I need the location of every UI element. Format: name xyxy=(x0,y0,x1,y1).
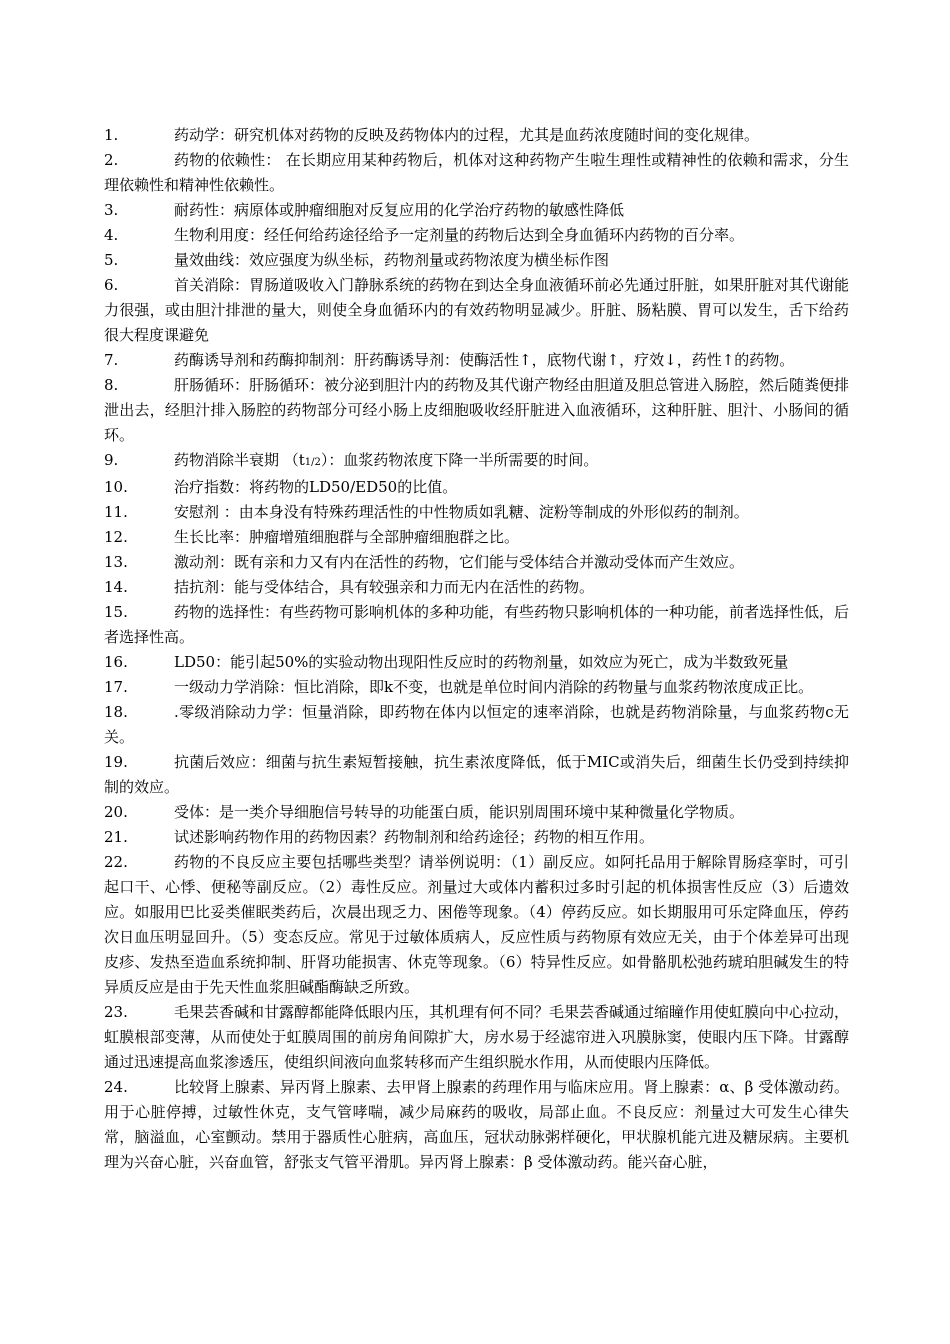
item-text: 量效曲线：效应强度为纵坐标，药物剂量或药物浓度为横坐标作图 xyxy=(174,251,610,269)
document-body xyxy=(104,123,849,1175)
list-item xyxy=(104,273,849,348)
list-item xyxy=(104,800,849,825)
item-text: 首关消除：胃肠道吸收入门静脉系统的药物在到达全身血液循环前必先通过肝脏，如果肝脏对其代谢能力很强，或由胆汁排泄的量大，则使全身血循环内的有效药物明显减少。肝脏、肠粘膜、胃可以发生，舌下给药很大程度课避免 xyxy=(104,276,850,344)
list-item xyxy=(104,448,849,475)
item-text: 受体：是一类介导细胞信号转导的功能蛋白质，能识别周围环境中某种微量化学物质。 xyxy=(174,803,745,821)
list-item xyxy=(104,750,849,800)
list-item xyxy=(104,475,849,500)
item-text: 药物的选择性：有些药物可影响机体的多种功能，有些药物只影响机体的一种功能，前者选择性低，后者选择性高。 xyxy=(104,603,850,646)
item-text: 毛果芸香碱和甘露醇都能降低眼内压，其机理有何不同？毛果芸香碱通过缩瞳作用使虹膜向中心拉动，虹膜根部变薄，从而使处于虹膜周围的前房角间隙扩大，房水易于经滤帘进入巩膜脉窦，使眼内压下降。甘露醇通过迅速提高血浆渗透压，使组织间液向血浆转移而产生组织脱水作用，从而使眼内压降低。 xyxy=(104,1003,850,1071)
list-item xyxy=(104,675,849,700)
item-text: 抗菌后效应：细菌与抗生素短暂接触，抗生素浓度降低，低于MIC或消失后，细菌生长仍受到持续抑制的效应。 xyxy=(104,753,849,796)
list-item xyxy=(104,123,849,148)
item-text: 药酶诱导剂和药酶抑制剂：肝药酶诱导剂：使酶活性↑，底物代谢↑，疗效↓，药性↑的药物。 xyxy=(174,351,795,369)
list-item xyxy=(104,825,849,850)
item-number: 9. xyxy=(104,451,119,469)
item-text: .零级消除动力学：恒量消除，即药物在体内以恒定的速率消除，也就是药物消除量，与血浆药物c无关。 xyxy=(104,703,849,746)
item-number: 15. xyxy=(104,603,128,621)
list-item xyxy=(104,148,849,198)
list-item xyxy=(104,223,849,248)
item-number: 17. xyxy=(104,678,128,696)
list-item xyxy=(104,1075,849,1175)
item-number: 2. xyxy=(104,151,119,169)
item-number: 7. xyxy=(104,351,119,369)
item-text: LD50：能引起50%的实验动物出现阳性反应时的药物剂量，如效应为死亡，成为半数致死量 xyxy=(174,653,789,671)
item-number: 4. xyxy=(104,226,119,244)
item-text: 耐药性：病原体或肿瘤细胞对反复应用的化学治疗药物的敏感性降低 xyxy=(174,201,625,219)
list-item xyxy=(104,650,849,675)
item-text: 药物的依赖性： 在长期应用某种药物后，机体对这种药物产生啦生理性或精神性的依赖和需求，分生理依赖性和精神性依赖性。 xyxy=(104,151,849,194)
item-text: 药物的不良反应主要包括哪些类型？请举例说明：（1）副反应。如阿托品用于解除胃肠痉挛时，可引起口干、心悸、便秘等副反应。（2）毒性反应。剂量过大或体内蓄积过多时引起的机体损害性反应（3）后遗效应。如服用巴比妥类催眠类药后，次晨出现乏力、困倦等现象。（4）停药反应。如长期服用可乐定降血压，停药次日血压明显回升。（5）变态反应。常见于过敏体质病人，反应性质与药物原有效应无关，由于个体差异可出现皮疹、发热至造血系统抑制、肝肾功能损害、休克等现象。（6）特异性反应。如骨骼肌松弛药琥珀胆碱发生的特异质反应是由于先天性血浆胆碱酯酶缺乏所致。 xyxy=(104,853,849,996)
item-number: 24. xyxy=(104,1078,128,1096)
list-item xyxy=(104,500,849,525)
item-text: 生物利用度：经任何给药途径给予一定剂量的药物后达到全身血循环内药物的百分率。 xyxy=(174,226,745,244)
item-number: 16. xyxy=(104,653,128,671)
item-text: 治疗指数：将药物的LD50/ED50的比值。 xyxy=(174,478,458,496)
item-text: 比较肾上腺素、异丙肾上腺素、去甲肾上腺素的药理作用与临床应用。肾上腺素：α、β 受体激动药。用于心脏停搏，过敏性休克，支气管哮喘，减少局麻药的吸收，局部止血。不良反应：剂量过大可发生心律失常，脑溢血，心室颤动。禁用于器质性心脏病，高血压，冠状动脉粥样硬化，甲状腺机能亢进及糖尿病。主要机理为兴奋心脏，兴奋血管，舒张支气管平滑肌。异丙肾上腺素：β 受体激动药。能兴奋心脏， xyxy=(104,1078,849,1171)
item-number: 19. xyxy=(104,753,128,771)
list-item xyxy=(104,525,849,550)
item-text: 药动学：研究机体对药物的反映及药物体内的过程，尤其是血药浓度随时间的变化规律。 xyxy=(174,126,760,144)
list-item xyxy=(104,1000,849,1075)
list-item xyxy=(104,373,849,448)
item-number: 6. xyxy=(104,276,119,294)
item-number: 8. xyxy=(104,376,119,394)
item-text: 安慰剂 ：由本身没有特殊药理活性的中性物质如乳糖、淀粉等制成的外形似药的制剂。 xyxy=(174,503,749,521)
item-text: ）：血浆药物浓度下降一半所需要的时间。 xyxy=(320,451,599,469)
item-number: 14. xyxy=(104,578,128,596)
item-text: 一级动力学消除：恒比消除，即k不变，也就是单位时间内消除的药物量与血浆药物浓度成正比。 xyxy=(174,678,814,696)
item-number: 13. xyxy=(104,553,128,571)
item-text: 生长比率：肿瘤增殖细胞群与全部肿瘤细胞群之比。 xyxy=(174,528,520,546)
item-number: 22. xyxy=(104,853,128,871)
item-text: 试述影响药物作用的药物因素？药物制剂和给药途径；药物的相互作用。 xyxy=(174,828,655,846)
item-text: 肝肠循环：肝肠循环：被分泌到胆汁内的药物及其代谢产物经由胆道及胆总管进入肠腔，然后随粪便排泄出去，经胆汁排入肠腔的药物部分可经小肠上皮细胞吸收经肝脏进入血液循环，这种肝脏、胆汁、小肠间的循环。 xyxy=(104,376,850,444)
item-text: 激动剂：既有亲和力又有内在活性的药物，它们能与受体结合并激动受体而产生效应。 xyxy=(174,553,745,571)
item-text: 药物消除半衰期 （t xyxy=(174,451,305,469)
item-number: 21. xyxy=(104,828,128,846)
list-item xyxy=(104,550,849,575)
item-number: 12. xyxy=(104,528,128,546)
item-number: 11. xyxy=(104,503,128,521)
list-item xyxy=(104,348,849,373)
list-item xyxy=(104,575,849,600)
half-life-subscript: 1/2 xyxy=(304,457,321,468)
item-number: 10. xyxy=(104,478,128,496)
item-text: 拮抗剂：能与受体结合，具有较强亲和力而无内在活性的药物。 xyxy=(174,578,595,596)
list-item xyxy=(104,600,849,650)
list-item xyxy=(104,850,849,1000)
item-number: 5. xyxy=(104,251,119,269)
list-item xyxy=(104,700,849,750)
item-number: 3. xyxy=(104,201,119,219)
item-number: 1. xyxy=(104,126,119,144)
item-number: 23. xyxy=(104,1003,128,1021)
item-number: 20. xyxy=(104,803,128,821)
list-item xyxy=(104,198,849,223)
item-number: 18. xyxy=(104,703,128,721)
list-item xyxy=(104,248,849,273)
